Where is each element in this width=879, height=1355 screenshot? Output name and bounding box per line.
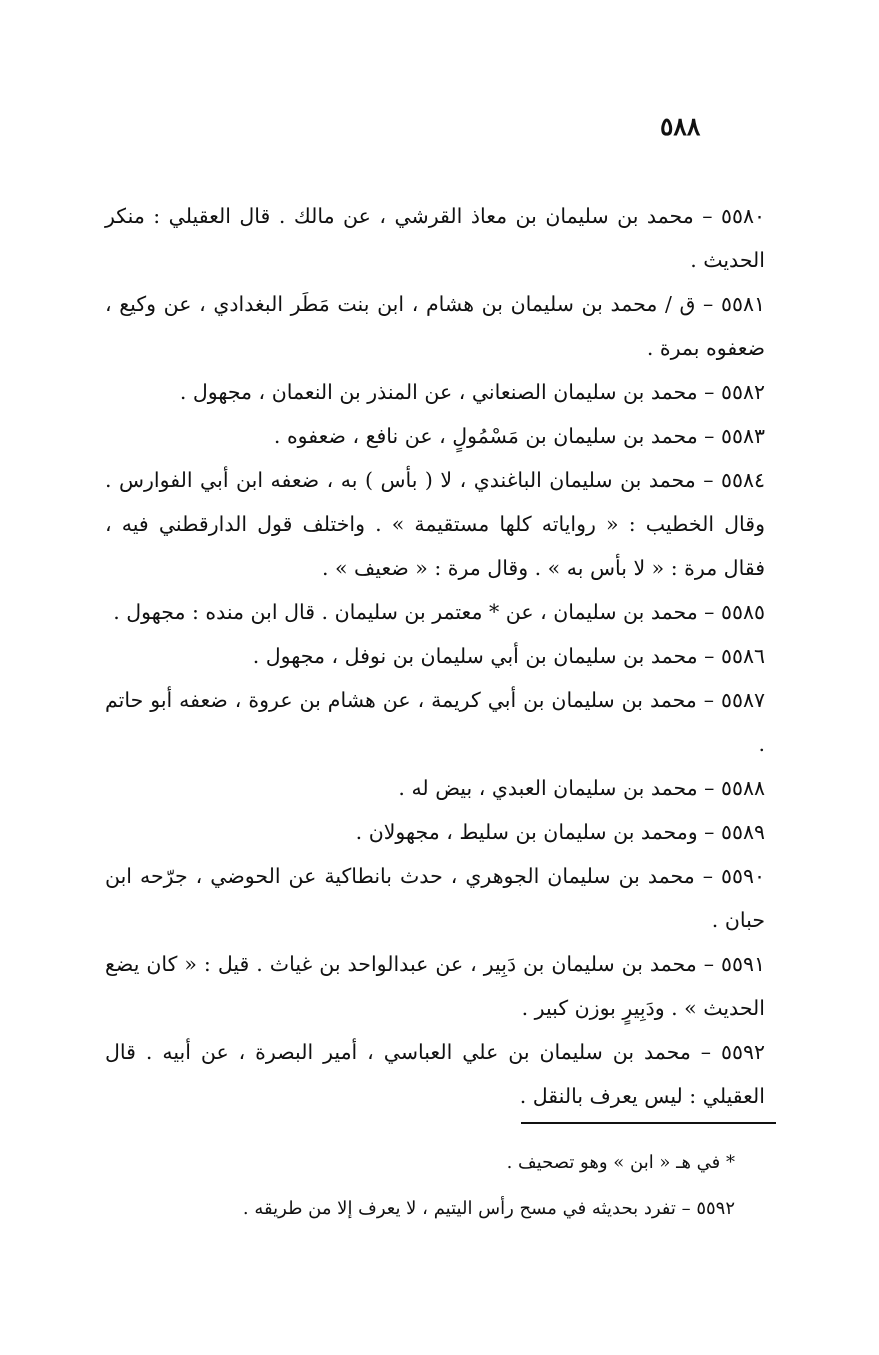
entry-5589: ٥٥٨٩ – ومحمد بن سليمان بن سليط ، مجهولان . bbox=[355, 820, 765, 844]
entry-5585: ٥٥٨٥ – محمد بن سليمان ، عن * معتمر بن سليمان . قال ابن منده : مجهول . bbox=[113, 600, 765, 624]
entry-5592: ٥٥٩٢ – محمد بن سليمان بن علي العباسي ، أمير البصرة ، عن أبيه . قال العقيلي : ليس يعرف بالنقل . bbox=[105, 1040, 765, 1108]
entry-5581: ٥٥٨١ – ق / محمد بن سليمان بن هشام ، ابن بنت مَطَر البغدادي ، عن وكيع ، ضعفوه بمرة . bbox=[105, 292, 765, 360]
entry-5580: ٥٥٨٠ – محمد بن سليمان بن معاذ القرشي ، عن مالك . قال العقيلي : منكر الحديث . bbox=[105, 204, 765, 272]
entries-list bbox=[105, 194, 765, 1118]
footnote-5592: ٥٥٩٢ – تفرد بحديثه في مسح رأس اليتيم ، لا يعرف إلا من طريقه . bbox=[242, 1198, 735, 1219]
entry-5582: ٥٥٨٢ – محمد بن سليمان الصنعاني ، عن المنذر بن النعمان ، مجهول . bbox=[179, 380, 765, 404]
entry-5584: ٥٥٨٤ – محمد بن سليمان الباغندي ، لا ( بأس ) به ، ضعفه ابن أبي الفوارس . وقال الخطيب : « رواياته كلها مستقيمة » . واختلف قول الدارقطني فيه ، فقال مرة : « لا بأس به » . وقال مرة : « ضعيف » . bbox=[105, 468, 765, 580]
footnote-divider bbox=[521, 1122, 776, 1124]
entry-5591: ٥٥٩١ – محمد بن سليمان بن دَبِير ، عن عبدالواحد بن غياث . قيل : « كان يضع الحديث » . ودَبِيرٍ بوزن كبير . bbox=[105, 952, 765, 1020]
entry-5583: ٥٥٨٣ – محمد بن سليمان بن مَسْمُولٍ ، عن نافع ، ضعفوه . bbox=[273, 424, 765, 448]
entry-5586: ٥٥٨٦ – محمد بن سليمان بن أبي سليمان بن نوفل ، مجهول . bbox=[252, 644, 765, 668]
footnotes bbox=[150, 1140, 735, 1232]
entry-5590: ٥٥٩٠ – محمد بن سليمان الجوهري ، حدث بانطاكية عن الحوضي ، جرّحه ابن حبان . bbox=[105, 864, 765, 932]
entry-5588: ٥٥٨٨ – محمد بن سليمان العبدي ، بيض له . bbox=[398, 776, 765, 800]
page-number: ٥٨٨ bbox=[660, 112, 701, 141]
footnote-asterisk: * في هـ « ابن » وهو تصحيف . bbox=[506, 1152, 735, 1173]
entry-5587: ٥٥٨٧ – محمد بن سليمان بن أبي كريمة ، عن هشام بن عروة ، ضعفه أبو حاتم . bbox=[105, 688, 765, 756]
